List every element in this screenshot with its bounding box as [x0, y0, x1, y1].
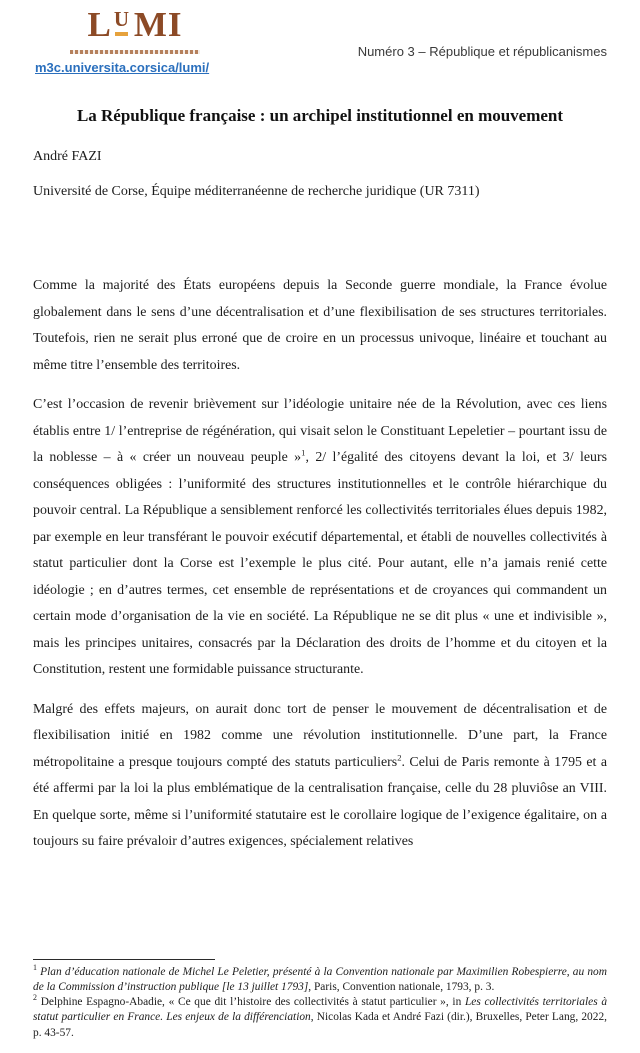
footnote-ref-1: 1: [301, 447, 306, 458]
journal-logo-block: [35, 5, 235, 77]
author-affiliation: Université de Corse, Équipe méditerranéenne de recherche juridique (UR 7311): [33, 184, 480, 199]
paragraph-3-text-b: . Celui de Paris remonte à 1795 et a été affermi par la loi la plus emblématique de la centralisation française, celle du 28 pluviôse an VIII. En quelque sorte, même si l’uniformité statutaire est le corollaire logique de l’exigence égalitaire, on a toujours su faire prévaloir d’autres exigences, spécialement relatives: [33, 754, 607, 849]
footnote-2-number: 2: [33, 993, 37, 1003]
footnote-1-title-italic: Plan d’éducation nationale de Michel Le Peletier, présenté à la Convention nationale par Maximilien Robespierre, au nom de la Commission d’instruction publique [le 13 juillet 1793]: [33, 965, 607, 993]
logo-gold-dash-icon: [115, 32, 128, 36]
article-body: [33, 273, 607, 856]
logo-letter-l: L: [87, 5, 112, 44]
paragraph-3: [33, 697, 607, 856]
paragraph-3-text-a: Malgré des effets majeurs, on aurait donc tort de penser le mouvement de décentralisation et de flexibilisation initié en 1982 comme une révolution institutionnelle. D’une part, la France métropolitaine a presque toujours compté des statuts particuliers: [33, 701, 607, 770]
paragraph-1: [33, 273, 607, 379]
footnote-ref-2: 2: [397, 751, 402, 762]
logo-tagline-illegible: [70, 50, 200, 54]
lumi-logo: [35, 5, 235, 49]
article-title: La République française : un archipel institutionnel en mouvement: [76, 106, 564, 125]
footnote-1: [33, 962, 607, 996]
page-header: [33, 5, 607, 80]
logo-letter-u-wrap: [112, 8, 134, 42]
footnote-2-roman-b: , Nicolas Kada et André Fazi (dir.), Bruxelles, Peter Lang, 2022, p. 43-57.: [33, 1011, 607, 1039]
author-name: André FAZI: [33, 149, 102, 164]
footnotes-section: [33, 959, 607, 1041]
logo-letter-u: U: [113, 7, 130, 31]
footnote-2-roman-a: Delphine Espagno-Abadie, « Ce que dit l’histoire des collectivités à statut particulier », in: [40, 996, 465, 1009]
footnote-2-title-italic: Les collectivités territoriales à statut particulier en France. Les enjeux de la différenciation: [33, 996, 608, 1024]
footnote-separator: [33, 959, 215, 960]
paragraph-2: [33, 392, 607, 684]
footnote-1-number: 1: [33, 962, 37, 972]
paragraph-2-text-b: , 2/ l’égalité des citoyens devant la loi, et 3/ leurs conséquences obligées : l’uniformité des structures institutionnelles et le contrôle hiérarchique du pouvoir central. La République a sensiblement renforcé les collectivités territoriales élues depuis 1982, par exemple en leur transférant le pouvoir exécutif départemental, et établi de nouvelles collectivités à statut particulier dont la Corse est l’exemple le plus cité. Pour autant, elle n’a jamais renié cette idéologie ; en d’autres termes, cet ensemble de représentations et de croyances qui commandent un certain mode d’organisation de la vie en société. La République ne se dit plus « une et indivisible », mais les principes unitaires, consacrés par la Déclaration des droits de l’homme et du citoyen et la Constitution, restent une formidable puissance structurante.: [33, 450, 607, 677]
paragraph-2-text-a: C’est l’occasion de revenir brièvement sur l’idéologie unitaire née de la Révolution, avec ces liens établis entre 1/ l’entreprise de régénération, qui visait selon le Constituant Lepeletier – pourtant issu de la noblesse – à « créer un nouveau peuple »: [33, 397, 607, 465]
logo-letters-mi: MI: [133, 5, 183, 44]
paragraph-1-text: Comme la majorité des États européens depuis la Seconde guerre mondiale, la France évolue globalement dans le sens d’une décentralisation et d’une flexibilisation de ses structures territoriales. Toutefois, rien ne serait plus erroné que de croire en un processus univoque, linéaire et touchant au même titre l’ensemble des territoires.: [33, 278, 607, 373]
issue-label: Numéro 3 – République et républicanismes: [357, 44, 607, 59]
footnote-2: [33, 995, 607, 1041]
footnote-1-roman: , Paris, Convention nationale, 1793, p. 3.: [308, 980, 495, 993]
journal-website-link[interactable]: m3c.universita.corsica/lumi/: [35, 60, 210, 75]
